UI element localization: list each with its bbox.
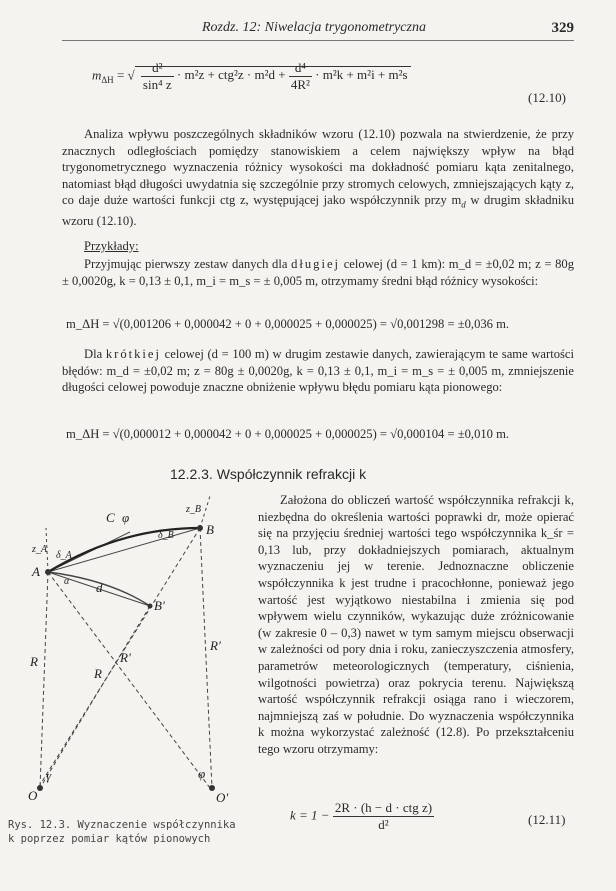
label-o-prime: O' <box>216 790 229 805</box>
eq-lhs: m <box>92 67 102 83</box>
label-a: A <box>32 564 40 579</box>
label-delta-a: δ_A <box>56 550 72 561</box>
paragraph-example-2: Dla krótkiej celowej (d = 100 m) w drugim zestawie danych, zawierającym te same wartości błędów: m_d = ±0,02 m; z = 80g ± 0,0020g, k = 0,13 ± 0,1, m_i = m_s = ± 0,005 m, zmniejszenie długości celowej powoduje znaczne obniżenie wpływu błędu pomiaru kąta pionowego: <box>62 347 574 395</box>
label-o: O <box>28 788 38 803</box>
page-number: 329 <box>551 20 574 36</box>
label-z-a: z_A <box>32 544 47 555</box>
emphasis-long: długiej <box>291 257 341 271</box>
point-o <box>37 785 43 791</box>
label-z-b: z_B <box>186 504 201 515</box>
label-r-prime-1: R' <box>120 650 131 665</box>
fraction-1: $\frac{\text{d²}}{\text{sin⁴ z}}$ <box>142 60 172 92</box>
point-a <box>45 569 51 575</box>
fraction-12-11: $\frac{\text{2R · (h − d · ctg z)}}{\text{d²}}$ <box>334 800 433 832</box>
equation-number-12-10: (12.10) <box>528 90 566 105</box>
label-r-prime-2: R' <box>210 638 221 653</box>
equation-12-10: $m_{\Delta H}$ = √ $\frac{\text{d²}}{\text{sin⁴ z}}$ · m²z + ctg²z · m²d + $\frac{\text{d⁴}}{\text{4R²}}$ · m²k + m²i + m²s <box>92 60 411 93</box>
label-alpha: α <box>64 576 70 587</box>
formula-example-1: m_ΔH = √(0,001206 + 0,000042 + 0 + 0,000025 + 0,000025) = √0,001298 = ±0,036 m. <box>66 317 510 331</box>
label-b: B <box>206 522 214 537</box>
section-heading: 12.2.3. Współczynnik refrakcji k <box>170 466 367 482</box>
paragraph-example-1: Przyjmując pierwszy zestaw danych dla długiej celowej (d = 1 km): m_d = ±0,02 m; z = 80g ± 0,0020g, k = 0,13 ± 0,1, m_i = m_s = ± 0,005 m, otrzymamy średni błąd różnicy wysokości: <box>62 257 574 288</box>
chapter-title: Rozdz. 12: Niwelacja trygonometryczna <box>202 20 426 35</box>
label-b-prime: B' <box>154 598 165 613</box>
figure-caption: Rys. 12.3. Wyznaczenie współczynnika k poprzez pomiar kątów pionowych <box>8 819 236 845</box>
point-b <box>197 525 203 531</box>
label-phi: φ <box>122 510 130 525</box>
examples-label: Przykłady: <box>84 239 139 253</box>
formula-example-2: m_ΔH = √(0,000012 + 0,000042 + 0 + 0,000025 + 0,000025) = √0,000104 = ±0,010 m. <box>66 427 510 441</box>
label-c: C <box>106 510 115 525</box>
label-d: d <box>96 580 103 595</box>
label-gamma: γ <box>46 768 52 783</box>
label-delta-b: δ_B <box>158 530 174 541</box>
eq-term-1: · m²z + ctg²z · m²d + <box>176 67 286 83</box>
fraction-2: $\frac{\text{d⁴}}{\text{4R²}}$ <box>290 60 310 92</box>
running-header <box>62 20 574 41</box>
eq-term-2: · m²k + m²i + m²s <box>315 67 408 83</box>
paragraph-analysis: Analiza wpływu poszczególnych składników wzoru (12.10) pozwala na stwierdzenie, że przy znacznych odległościach pomiędzy stanowiskiem a celem największy wpływ na błąd trygonometrycznego wyznaczenia różnicy wysokości ma dokładność pomiaru kąta zenitalnego, natomiast błąd długości uwydatnia się szczególnie przy stromych celowych, zmniejszających kąty z, co daje duże wartości funkcji ctg z, występującej jako współczynnik przy $m_d$ w drugim składniku wzoru (12.10). <box>62 127 574 229</box>
equation-12-11: k = 1 − $\frac{\text{2R · (h − d · ctg z)}}{\text{d²}}$ <box>290 800 433 832</box>
eq-lhs-sub: ΔH <box>101 75 114 86</box>
point-o-prime <box>209 785 215 791</box>
paragraph-refraction: Założona do obliczeń wartość współczynnika refrakcji k, niezbędna do określenia wartości poprawki dr, może opierać się na przyjęciu średniej wartości tego współczynnika k_śr = 0,13 lub, przy dokładniejszych pomiarach, aktualnym wyznaczeniu jej w terenie. Jednoznaczne obliczenie współczynnika k jest trudne i pracochłonne, ponieważ jego wartość jest wyjątkowo niestabilna i zmienia się pod wpływem wielu czynników, wykazując duże zróżnicowanie (w zakresie 0 – 0,3) nawet w tym samym miejscu obserwacji w zależności od pory dnia i roku, zanieczyszczenia atmosfery, parametrów meteorologicznych (temperatury, ciśnienia, wilgotności powietrza) oraz pokrycia terenu. Największą wartość współczynnik refrakcji osiąga rano i wieczorem, najmniejszą zaś w południe. Do wyznaczenia współczynnika k można wykorzystać zależność (12.8). Po przekształceniu tego wzoru otrzymamy: <box>258 493 574 756</box>
equation-number-12-11: (12.11) <box>528 812 566 827</box>
figure-refraction-diagram <box>10 488 250 818</box>
label-phi-2: φ <box>198 766 206 781</box>
label-r-1: R <box>30 654 38 669</box>
label-r-2: R <box>94 666 102 681</box>
emphasis-short: krótkiej <box>105 347 162 361</box>
point-b-prime <box>148 604 153 609</box>
